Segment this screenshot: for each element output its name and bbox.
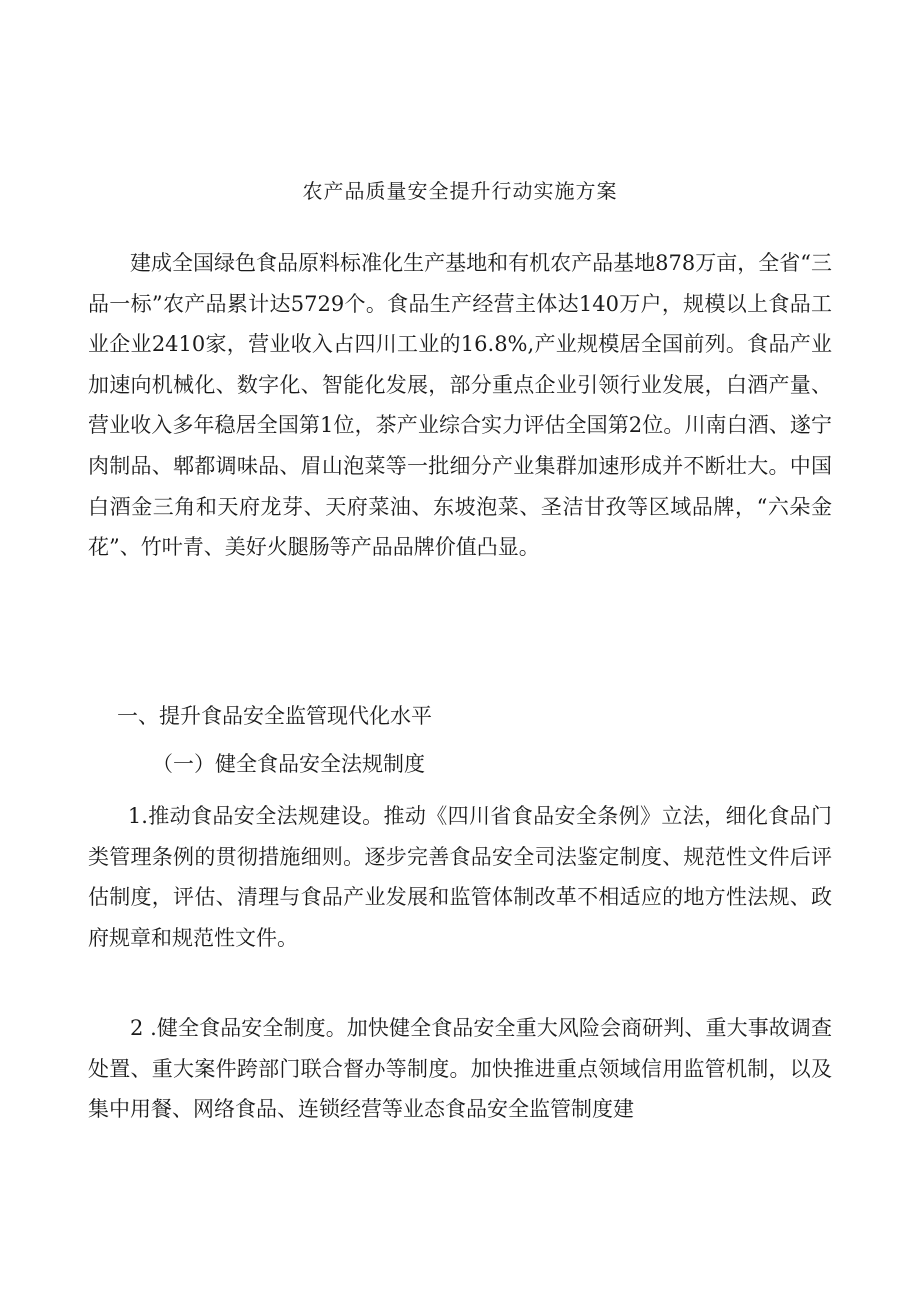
section-heading: 一、提升食品安全监管现代化水平: [117, 704, 432, 728]
intro-paragraph: 建成全国绿色食品原料标准化生产基地和有机农产品基地878万亩，全省“三品一标”农产品累计达5729个。食品生产经营主体达140万户，规模以上食品工业企业2410家，营业收入占四川工业的16.8%,产业规模居全国前列。食品产业加速向机械化、数字化、智能化发展，部分重点企业引领行业发展，白酒产量、营业收入多年稳居全国第1位，茶产业综合实力评估全国第2位。川南白酒、遂宁肉制品、郫都调味品、眉山泡菜等一批细分产业集群加速形成并不断壮大。中国白酒金三角和天府龙芽、天府菜油、东坡泡菜、圣洁甘孜等区域品牌，“六朵金花”、竹叶青、美好火腿肠等产品品牌价值凸显。: [88, 251, 832, 560]
item-2-paragraph: 2 .健全食品安全制度。加快健全食品安全重大风险会商研判、重大事故调查处置、重大案件跨部门联合督办等制度。加快推进重点领域信用监管机制，以及集中用餐、网络食品、连锁经营等业态食品安全监管制度建: [88, 1016, 832, 1122]
document-title: 农产品质量安全提升行动实施方案: [302, 179, 618, 203]
subsection-heading: （一）健全食品安全法规制度: [152, 752, 425, 776]
item-1-paragraph: 1.推动食品安全法规建设。推动《四川省食品安全条例》立法，细化食品门类管理条例的贯彻措施细则。逐步完善食品安全司法鉴定制度、规范性文件后评估制度，评估、清理与食品产业发展和监管体制改革不相适应的地方性法规、政府规章和规范性文件。: [88, 804, 832, 950]
